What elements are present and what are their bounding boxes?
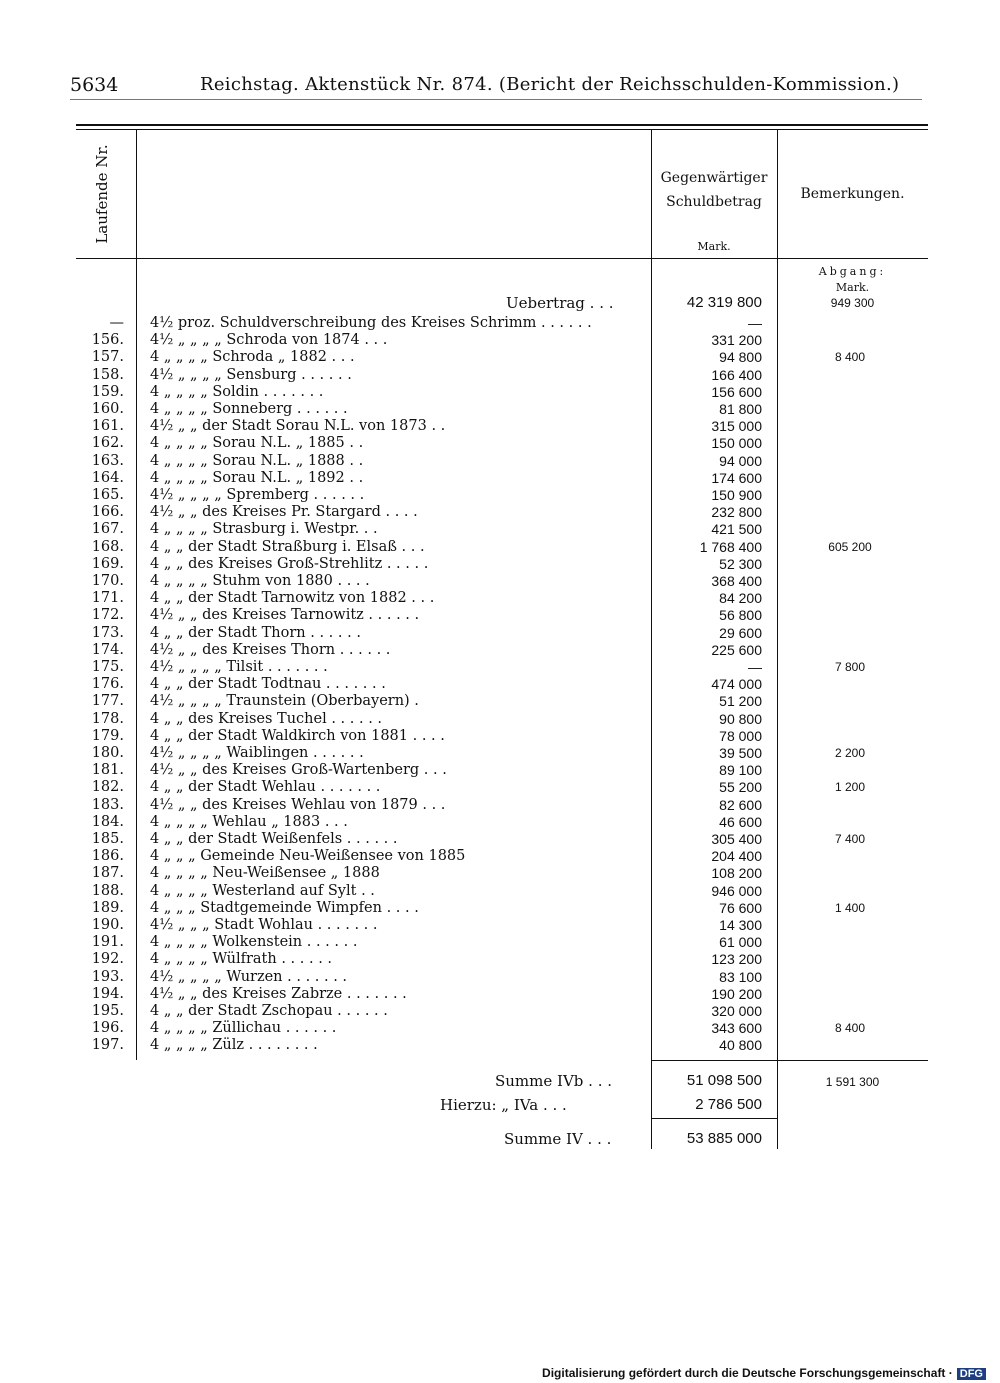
row-description: 4 „ „ „ „ Soldin . . . . . . . xyxy=(150,383,324,400)
table-row xyxy=(76,848,928,865)
table-row xyxy=(76,435,928,452)
row-amount: 56 800 xyxy=(719,607,762,624)
row-description: 4 „ „ des Kreises Groß-Strehlitz . . . . . xyxy=(150,555,429,572)
table-row xyxy=(76,711,928,728)
row-description: 4½ „ „ des Kreises Groß-Wartenberg . . . xyxy=(150,762,447,779)
row-number: 195. xyxy=(91,1003,124,1019)
row-number: 161. xyxy=(91,418,124,435)
row-number: 166. xyxy=(91,504,124,521)
row-amount: 150 900 xyxy=(711,487,762,503)
row-amount: 166 400 xyxy=(711,366,762,383)
row-amount: 89 100 xyxy=(719,762,762,779)
row-remark: 1 200 xyxy=(834,780,866,795)
row-amount: 61 000 xyxy=(719,934,762,951)
row-description: 4 „ „ „ „ Strasburg i. Westpr. . . xyxy=(150,521,378,538)
row-description: 4½ „ „ des Kreises Pr. Stargard . . . . xyxy=(150,504,418,521)
table-row xyxy=(76,986,928,1003)
row-amount: 51 200 xyxy=(719,693,762,710)
table-row xyxy=(76,934,928,951)
table-row xyxy=(76,470,928,487)
row-description: 4½ „ „ des Kreises Thorn . . . . . . xyxy=(150,641,391,658)
row-description: 4 „ „ der Stadt Tarnowitz von 1882 . . . xyxy=(150,590,435,607)
table-row xyxy=(76,590,928,607)
row-number: 189. xyxy=(91,899,124,916)
row-description: 4 „ „ „ Gemeinde Neu-Weißensee von 1885 xyxy=(150,848,466,865)
row-number: 178. xyxy=(91,710,124,727)
dfg-logo: DFG xyxy=(957,1368,986,1380)
remarks-abgang-unit: Mark. xyxy=(835,281,870,294)
footer xyxy=(542,1366,986,1380)
table-row xyxy=(76,762,928,779)
row-number: 179. xyxy=(91,727,124,744)
row-description: 4 „ „ „ „ Züllichau . . . . . . xyxy=(150,1020,337,1037)
row-description: 4 „ „ „ „ Zülz . . . . . . . . xyxy=(150,1037,318,1054)
row-amount: 225 600 xyxy=(711,641,762,658)
row-amount: 421 500 xyxy=(711,521,762,538)
row-amount: 94 800 xyxy=(719,349,762,366)
page-number: 5634 xyxy=(70,74,119,96)
table-row xyxy=(76,728,928,745)
summe-iv-label: Summe IV . . . xyxy=(504,1130,612,1148)
row-amount: 1 768 400 xyxy=(699,538,762,555)
row-amount: 29 600 xyxy=(719,624,762,641)
row-amount: 232 800 xyxy=(711,504,762,521)
row-amount: 82 600 xyxy=(719,796,762,813)
row-description: 4 „ „ der Stadt Thorn . . . . . . xyxy=(150,624,361,641)
row-amount: 343 600 xyxy=(711,1020,762,1037)
row-amount: 150 000 xyxy=(711,435,762,452)
table-row xyxy=(76,315,928,332)
row-remark: 8 400 xyxy=(834,1021,866,1036)
table-row xyxy=(76,521,928,538)
row-amount: 190 200 xyxy=(711,985,762,1002)
header-remarks: Bemerkungen. xyxy=(800,186,905,202)
row-number: 163. xyxy=(91,452,124,469)
row-number: 158. xyxy=(91,366,124,383)
table-row xyxy=(76,745,928,762)
table-row xyxy=(76,779,928,796)
row-amount: 331 200 xyxy=(711,332,762,349)
hierzu-amount: 2 786 500 xyxy=(695,1096,762,1113)
summe-ivb-label: Summe IVb . . . xyxy=(495,1072,612,1090)
row-amount: — xyxy=(748,659,762,675)
table-row xyxy=(76,865,928,882)
table-row xyxy=(76,693,928,710)
row-amount: 108 200 xyxy=(711,865,762,882)
row-amount: 94 000 xyxy=(719,452,762,469)
row-number: 180. xyxy=(91,745,124,761)
row-number: 187. xyxy=(91,865,124,882)
row-number: 164. xyxy=(91,469,124,486)
row-description: 4 „ „ „ „ Stuhm von 1880 . . . . xyxy=(150,573,370,589)
table-row xyxy=(76,607,928,624)
row-description: 4 „ „ „ Stadtgemeinde Wimpfen . . . . xyxy=(150,899,419,916)
row-amount: 320 000 xyxy=(711,1003,762,1019)
table-row xyxy=(76,831,928,848)
table-row xyxy=(76,951,928,968)
running-head: Reichstag. Aktenstück Nr. 874. (Bericht der Reichsschulden-Kommission.) xyxy=(200,74,900,95)
table-row xyxy=(76,969,928,986)
row-description: 4½ „ „ „ „ Wurzen . . . . . . . xyxy=(150,968,348,985)
row-number: 193. xyxy=(91,968,124,985)
row-number: 169. xyxy=(91,555,124,572)
table-row xyxy=(76,900,928,917)
row-remark: 1 400 xyxy=(834,900,866,915)
row-number: 184. xyxy=(91,813,124,830)
row-description: 4 „ „ „ „ Sorau N.L. „ 1885 . . xyxy=(150,435,364,452)
row-number: 176. xyxy=(91,676,124,693)
row-description: 4 „ „ „ „ Neu-Weißensee „ 1888 xyxy=(150,865,380,882)
table-row xyxy=(76,367,928,384)
row-description: 4 „ „ „ „ Sorau N.L. „ 1892 . . xyxy=(150,469,364,486)
row-number: 192. xyxy=(91,951,124,968)
footer-text: Digitalisierung gefördert durch die Deutsche Forschungsgemeinschaft · xyxy=(542,1366,953,1380)
table-row xyxy=(76,1020,928,1037)
table-row xyxy=(76,453,928,470)
row-amount: 76 600 xyxy=(719,899,762,916)
header-bottom-rule xyxy=(76,258,928,259)
header-amount-unit: Mark. xyxy=(697,240,731,253)
head-rule xyxy=(70,99,922,100)
table-row xyxy=(76,332,928,349)
sum-rule-2 xyxy=(651,1118,777,1119)
row-number: 177. xyxy=(91,693,124,710)
row-remark: 8 400 xyxy=(834,350,866,365)
row-number: 162. xyxy=(91,435,124,452)
summe-ivb-amount: 51 098 500 xyxy=(686,1072,762,1089)
row-number: 186. xyxy=(91,848,124,865)
row-amount: 156 600 xyxy=(711,383,762,400)
row-description: 4 „ „ der Stadt Waldkirch von 1881 . . . . xyxy=(150,727,445,744)
row-amount: 39 500 xyxy=(719,745,762,761)
row-number: 188. xyxy=(91,882,124,899)
row-number: 183. xyxy=(91,796,124,813)
row-description: 4½ „ „ der Stadt Sorau N.L. von 1873 . . xyxy=(150,418,446,435)
row-amount: 90 800 xyxy=(719,710,762,727)
remarks-abgang-value: 949 300 xyxy=(830,296,875,310)
summe-ivb-remark: 1 591 300 xyxy=(825,1075,880,1089)
row-amount: 474 000 xyxy=(711,676,762,693)
hierzu-label: Hierzu: „ IVa . . . xyxy=(440,1096,567,1114)
row-amount: 46 600 xyxy=(719,813,762,830)
row-description: 4½ „ „ des Kreises Tarnowitz . . . . . . xyxy=(150,607,420,624)
row-amount: 81 800 xyxy=(719,401,762,417)
table-row xyxy=(76,539,928,556)
row-description: 4½ „ „ „ „ Schroda von 1874 . . . xyxy=(150,332,388,349)
row-amount: 315 000 xyxy=(711,418,762,435)
row-description: 4 „ „ der Stadt Wehlau . . . . . . . xyxy=(150,779,381,796)
row-number: 170. xyxy=(91,573,124,589)
row-amount: 204 400 xyxy=(711,848,762,865)
row-description: 4½ „ „ des Kreises Zabrze . . . . . . . xyxy=(150,985,407,1002)
row-description: 4 „ „ „ „ Sorau N.L. „ 1888 . . xyxy=(150,452,364,469)
row-description: 4 „ „ „ „ Wülfrath . . . . . . xyxy=(150,951,333,968)
table-row xyxy=(76,1037,928,1054)
table-row xyxy=(76,556,928,573)
table-row xyxy=(76,349,928,366)
table-row xyxy=(76,625,928,642)
table-row xyxy=(76,814,928,831)
row-number: 172. xyxy=(91,607,124,624)
row-number: 173. xyxy=(91,624,124,641)
row-description: 4½ „ „ „ Stadt Wohlau . . . . . . . xyxy=(150,917,378,933)
row-number: 194. xyxy=(91,985,124,1002)
row-number: 160. xyxy=(91,401,124,417)
row-number: 175. xyxy=(91,659,124,675)
row-number: 185. xyxy=(91,831,124,847)
row-description: 4½ „ „ des Kreises Wehlau von 1879 . . . xyxy=(150,796,446,813)
table-row xyxy=(76,883,928,900)
table-top-rule xyxy=(76,124,928,126)
row-number: 197. xyxy=(91,1037,124,1054)
row-number: 165. xyxy=(91,487,124,503)
row-description: 4½ „ „ „ „ Sensburg . . . . . . xyxy=(150,366,352,383)
row-description: 4 „ „ „ „ Sonneberg . . . . . . xyxy=(150,401,348,417)
table-row xyxy=(76,917,928,934)
table-row xyxy=(76,573,928,590)
row-description: 4 „ „ der Stadt Straßburg i. Elsaß . . . xyxy=(150,538,425,555)
table-row xyxy=(76,504,928,521)
header-lfd-nr: Laufende Nr. xyxy=(93,144,111,244)
table-row xyxy=(76,642,928,659)
row-amount: 78 000 xyxy=(719,727,762,744)
row-number: 196. xyxy=(91,1020,124,1037)
row-amount: 174 600 xyxy=(711,469,762,486)
row-number: — xyxy=(109,315,124,331)
row-amount: 55 200 xyxy=(719,779,762,796)
row-amount: 368 400 xyxy=(711,573,762,589)
row-amount: 84 200 xyxy=(719,590,762,607)
summe-iv-amount: 53 885 000 xyxy=(686,1130,762,1147)
table-row xyxy=(76,1003,928,1020)
row-amount: 52 300 xyxy=(719,555,762,572)
row-number: 156. xyxy=(91,332,124,349)
row-description: 4 „ „ „ „ Wehlau „ 1883 . . . xyxy=(150,813,348,830)
table-row xyxy=(76,659,928,676)
row-description: 4½ „ „ „ „ Spremberg . . . . . . xyxy=(150,487,365,503)
row-number: 167. xyxy=(91,521,124,538)
row-number: 191. xyxy=(91,934,124,951)
row-number: 181. xyxy=(91,762,124,779)
header-amount-1: Gegenwärtiger xyxy=(660,170,768,186)
table-row xyxy=(76,487,928,504)
row-description: 4 „ „ „ „ Westerland auf Sylt . . xyxy=(150,882,375,899)
sum-rule-1 xyxy=(651,1060,928,1061)
table-row xyxy=(76,418,928,435)
row-description: 4½ „ „ „ „ Tilsit . . . . . . . xyxy=(150,659,328,675)
header-amount-2: Schuldbetrag xyxy=(666,194,762,210)
row-amount: — xyxy=(748,315,762,331)
row-amount: 14 300 xyxy=(719,917,762,933)
row-description: 4 „ „ „ „ Schroda „ 1882 . . . xyxy=(150,349,355,366)
row-amount: 305 400 xyxy=(711,831,762,847)
row-description: 4 „ „ des Kreises Tuchel . . . . . . xyxy=(150,710,383,727)
row-number: 171. xyxy=(91,590,124,607)
row-remark: 2 200 xyxy=(834,746,866,760)
row-number: 168. xyxy=(91,538,124,555)
row-description: 4½ proz. Schuldverschreibung des Kreises Schrimm . . . . . . xyxy=(150,315,592,331)
table-top-rule-2 xyxy=(76,129,928,130)
row-number: 174. xyxy=(91,641,124,658)
row-number: 190. xyxy=(91,917,124,933)
row-description: 4½ „ „ „ „ Waiblingen . . . . . . xyxy=(150,745,364,761)
row-description: 4½ „ „ „ „ Traunstein (Oberbayern) . xyxy=(150,693,419,710)
row-amount: 123 200 xyxy=(711,951,762,968)
row-description: 4 „ „ der Stadt Zschopau . . . . . . xyxy=(150,1003,388,1019)
row-remark: 605 200 xyxy=(828,539,872,554)
carry-label: Uebertrag . . . xyxy=(506,294,614,312)
table-row xyxy=(76,797,928,814)
row-number: 159. xyxy=(91,383,124,400)
row-amount: 83 100 xyxy=(719,968,762,985)
row-number: 157. xyxy=(91,349,124,366)
row-description: 4 „ „ der Stadt Todtnau . . . . . . . xyxy=(150,676,386,693)
row-number: 182. xyxy=(91,779,124,796)
row-amount: 40 800 xyxy=(719,1037,762,1054)
table-row xyxy=(76,384,928,401)
row-description: 4 „ „ „ „ Wolkenstein . . . . . . xyxy=(150,934,358,951)
row-remark: 7 800 xyxy=(834,660,866,674)
table-row xyxy=(76,676,928,693)
row-amount: 946 000 xyxy=(711,882,762,899)
table-row xyxy=(76,401,928,418)
carry-amount: 42 319 800 xyxy=(686,294,762,311)
row-description: 4 „ „ der Stadt Weißenfels . . . . . . xyxy=(150,831,398,847)
remarks-abgang-label: Abgang: xyxy=(818,265,887,278)
row-remark: 7 400 xyxy=(834,832,866,846)
